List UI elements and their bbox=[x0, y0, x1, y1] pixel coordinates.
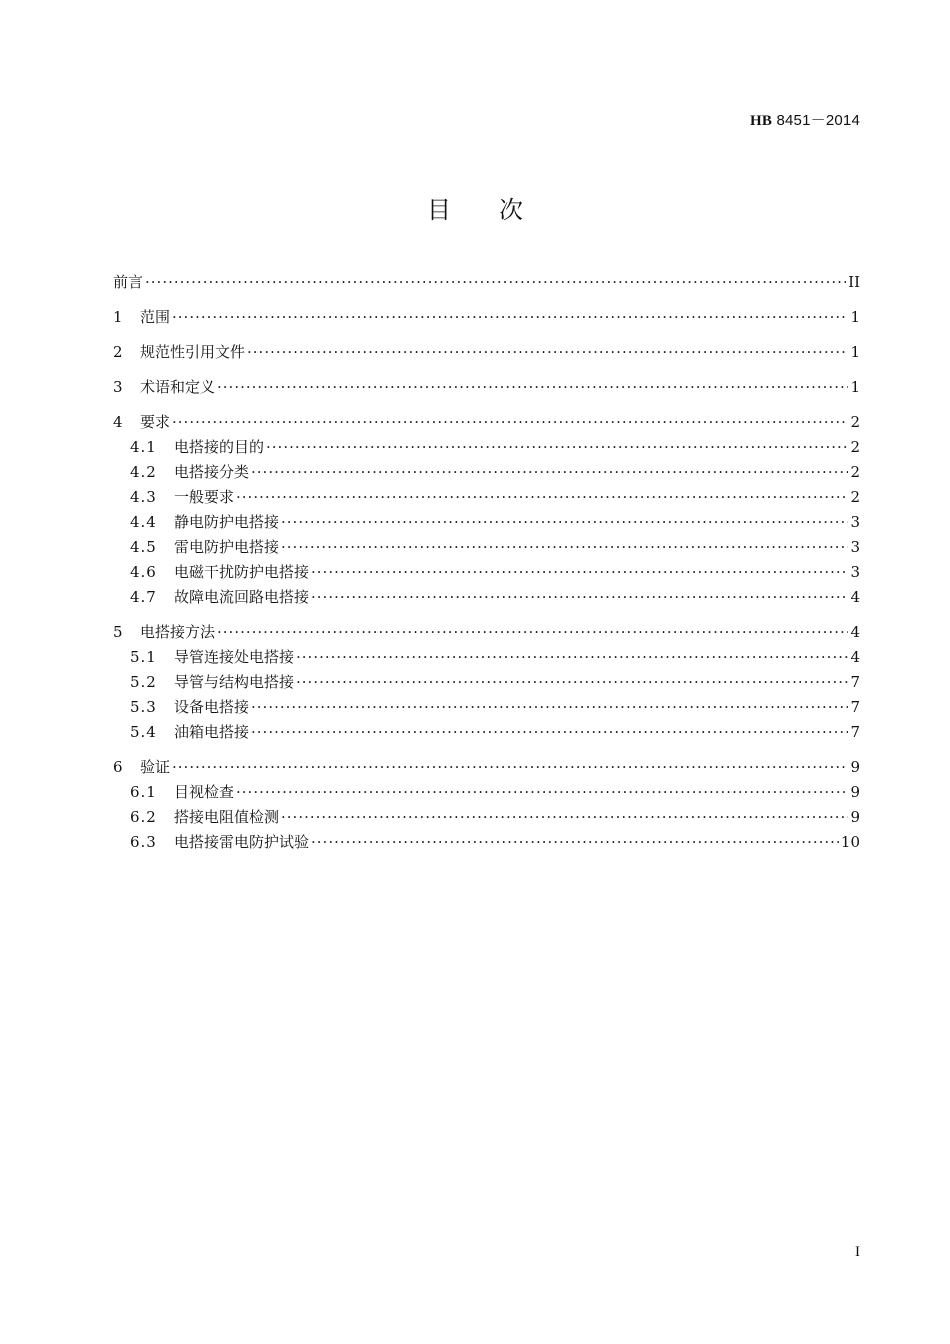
toc-entry-label: 要求 bbox=[140, 413, 171, 431]
toc-entry-label: 一般要求 bbox=[174, 488, 235, 506]
dot-leader bbox=[311, 830, 839, 855]
dot-leader bbox=[236, 485, 848, 510]
toc-entry-page: 2 bbox=[850, 488, 860, 506]
toc-entry-number: 2 bbox=[113, 343, 123, 361]
dot-leader bbox=[145, 270, 846, 295]
toc-entry[interactable] bbox=[113, 695, 860, 720]
toc-entry-number: 6 bbox=[113, 758, 123, 776]
dot-leader bbox=[217, 375, 848, 400]
toc-entry-label: 设备电搭接 bbox=[174, 698, 250, 716]
toc-entry-page: 9 bbox=[850, 808, 860, 826]
toc-entry-page: 7 bbox=[850, 673, 860, 691]
toc-entry-number: 4.7 bbox=[130, 588, 157, 606]
toc-entry-page: 1 bbox=[850, 308, 860, 326]
toc-entry-label: 规范性引用文件 bbox=[140, 343, 246, 361]
toc-entry-number: 4.1 bbox=[130, 438, 157, 456]
toc-entry[interactable] bbox=[113, 805, 860, 830]
toc-entry-page: 7 bbox=[850, 698, 860, 716]
standard-number: 8451－2014 bbox=[772, 112, 860, 129]
dot-leader bbox=[311, 585, 848, 610]
toc-entry-number: 4.6 bbox=[130, 563, 157, 581]
toc-entry-number: 1 bbox=[113, 308, 123, 326]
toc-entry-label: 导管连接处电搭接 bbox=[174, 648, 295, 666]
toc-entry-label: 前言 bbox=[113, 273, 144, 291]
table-of-contents bbox=[113, 270, 860, 855]
toc-entry-page: 9 bbox=[850, 783, 860, 801]
toc-entry[interactable] bbox=[113, 585, 860, 610]
dot-leader bbox=[172, 755, 848, 780]
toc-entry-number: 4.4 bbox=[130, 513, 157, 531]
toc-entry[interactable] bbox=[113, 485, 860, 510]
dot-leader bbox=[281, 805, 848, 830]
toc-entry-number: 5.2 bbox=[130, 673, 157, 691]
toc-entry-number: 5.4 bbox=[130, 723, 157, 741]
toc-entry-page: 2 bbox=[850, 438, 860, 456]
toc-entry-page: 4 bbox=[850, 588, 860, 606]
toc-entry[interactable] bbox=[113, 510, 860, 535]
dot-leader bbox=[251, 695, 848, 720]
toc-entry[interactable] bbox=[113, 305, 860, 330]
toc-entry-page: 4 bbox=[850, 648, 860, 666]
toc-entry-label: 电磁干扰防护电搭接 bbox=[174, 563, 310, 581]
toc-entry-label: 故障电流回路电搭接 bbox=[174, 588, 310, 606]
toc-entry-page: 4 bbox=[850, 623, 860, 641]
toc-entry-number: 5.1 bbox=[130, 648, 157, 666]
toc-entry[interactable] bbox=[113, 375, 860, 400]
toc-entry-page: 2 bbox=[850, 413, 860, 431]
toc-entry-number: 4 bbox=[113, 413, 123, 431]
toc-entry[interactable] bbox=[113, 620, 860, 645]
toc-entry-number: 3 bbox=[113, 378, 123, 396]
toc-entry[interactable] bbox=[113, 460, 860, 485]
dot-leader bbox=[217, 620, 848, 645]
dot-leader bbox=[296, 645, 848, 670]
dot-leader bbox=[172, 305, 848, 330]
toc-entry-page: 2 bbox=[850, 463, 860, 481]
dot-leader bbox=[251, 460, 848, 485]
page-title: 目次 bbox=[427, 196, 571, 224]
toc-entry-label: 电搭接雷电防护试验 bbox=[174, 833, 310, 851]
toc-entry[interactable] bbox=[113, 670, 860, 695]
toc-entry-page: 3 bbox=[850, 538, 860, 556]
toc-entry[interactable] bbox=[113, 720, 860, 745]
toc-entry[interactable] bbox=[113, 830, 860, 855]
dot-leader bbox=[281, 510, 848, 535]
toc-entry-number: 5 bbox=[113, 623, 123, 641]
toc-entry[interactable] bbox=[113, 435, 860, 460]
toc-entry-page: 3 bbox=[850, 563, 860, 581]
toc-entry-number: 4.3 bbox=[130, 488, 157, 506]
toc-entry-label: 验证 bbox=[140, 758, 171, 776]
toc-entry[interactable] bbox=[113, 535, 860, 560]
toc-entry[interactable] bbox=[113, 780, 860, 805]
dot-leader bbox=[236, 780, 848, 805]
toc-entry-label: 油箱电搭接 bbox=[174, 723, 250, 741]
toc-entry-label: 术语和定义 bbox=[140, 378, 216, 396]
toc-entry[interactable] bbox=[113, 645, 860, 670]
page-number: I bbox=[855, 1244, 860, 1260]
toc-entry-page: 7 bbox=[850, 723, 860, 741]
toc-entry-number: 5.3 bbox=[130, 698, 157, 716]
toc-entry-label: 电搭接分类 bbox=[174, 463, 250, 481]
document-code bbox=[750, 109, 860, 130]
dot-leader bbox=[266, 435, 848, 460]
standard-prefix: HB bbox=[750, 113, 773, 129]
dot-leader bbox=[172, 410, 848, 435]
dot-leader bbox=[281, 535, 848, 560]
toc-entry-number: 6.2 bbox=[130, 808, 157, 826]
toc-entry-label: 导管与结构电搭接 bbox=[174, 673, 295, 691]
toc-entry-label: 搭接电阻值检测 bbox=[174, 808, 280, 826]
toc-entry-page: II bbox=[848, 273, 860, 291]
toc-entry-number: 6.3 bbox=[130, 833, 157, 851]
toc-entry-number: 6.1 bbox=[130, 783, 157, 801]
toc-entry-page: 1 bbox=[850, 378, 860, 396]
toc-entry-label: 静电防护电搭接 bbox=[174, 513, 280, 531]
toc-entry[interactable] bbox=[113, 270, 860, 295]
toc-entry-label: 电搭接的目的 bbox=[174, 438, 265, 456]
toc-entry-label: 目视检查 bbox=[174, 783, 235, 801]
dot-leader bbox=[296, 670, 848, 695]
toc-entry-page: 9 bbox=[850, 758, 860, 776]
toc-entry[interactable] bbox=[113, 755, 860, 780]
toc-entry-label: 电搭接方法 bbox=[140, 623, 216, 641]
toc-entry-number: 4.5 bbox=[130, 538, 157, 556]
dot-leader bbox=[251, 720, 848, 745]
toc-entry-number: 4.2 bbox=[130, 463, 157, 481]
toc-entry[interactable] bbox=[113, 410, 860, 435]
toc-entry-page: 1 bbox=[850, 343, 860, 361]
toc-entry[interactable] bbox=[113, 340, 860, 365]
toc-entry-page: 10 bbox=[840, 833, 860, 851]
toc-entry[interactable] bbox=[113, 560, 860, 585]
dot-leader bbox=[247, 340, 848, 365]
toc-entry-page: 3 bbox=[850, 513, 860, 531]
dot-leader bbox=[311, 560, 848, 585]
toc-entry-label: 范围 bbox=[140, 308, 171, 326]
toc-entry-label: 雷电防护电搭接 bbox=[174, 538, 280, 556]
